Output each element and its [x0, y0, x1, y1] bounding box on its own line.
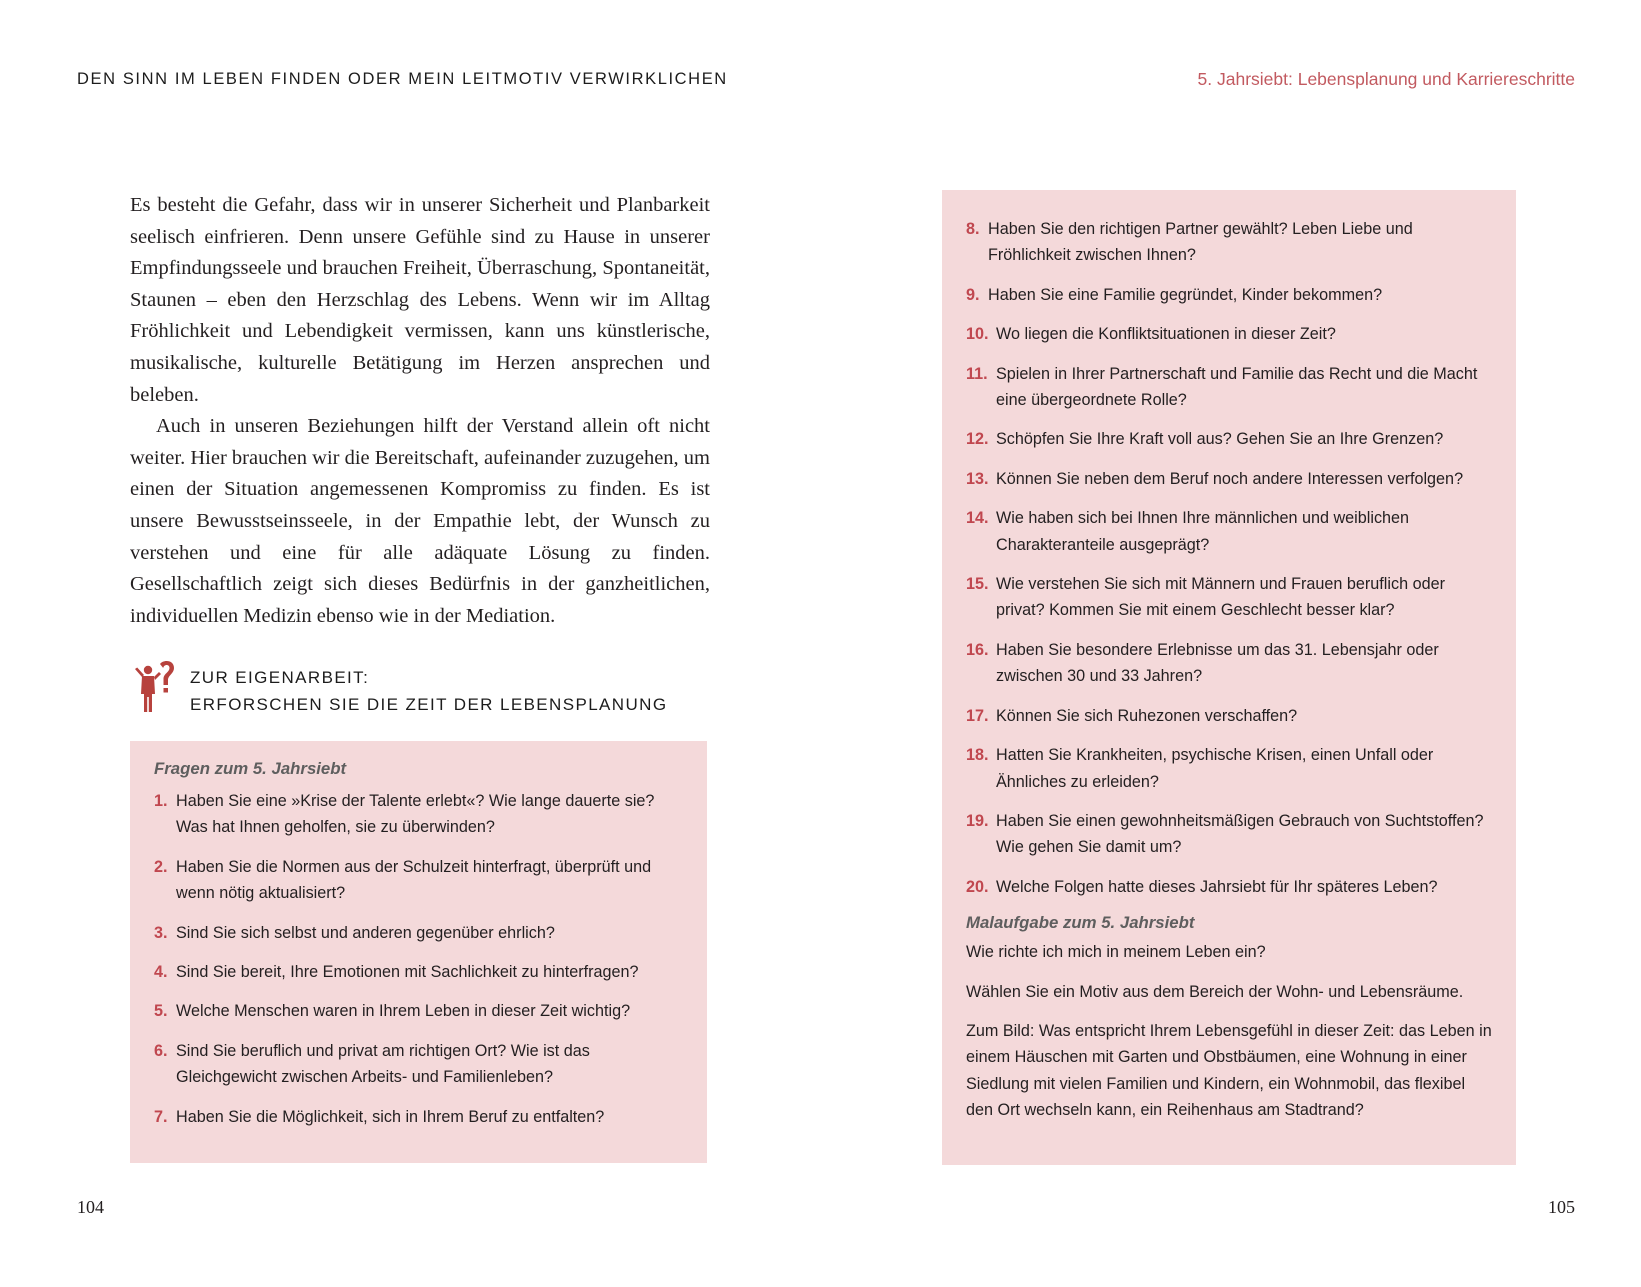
- question-text: Wie haben sich bei Ihnen Ihre männlichen und weiblichen Charakteranteile ausgeprägt?: [996, 509, 1410, 554]
- question-number: 14.: [966, 509, 989, 528]
- question-item: [966, 703, 1492, 729]
- question-number: 1.: [154, 792, 168, 810]
- question-item: [966, 216, 1492, 269]
- question-text: Haben Sie besondere Erlebnisse um das 31. Lebensjahr oder zwischen 30 und 33 Jahren?: [996, 640, 1439, 686]
- question-text: Welche Folgen hatte dieses Jahrsiebt für Ihr späteres Leben?: [996, 877, 1438, 896]
- question-item: [966, 321, 1492, 347]
- question-item: [966, 742, 1492, 795]
- question-text: Haben Sie die Möglichkeit, sich in Ihrem Beruf zu entfalten?: [176, 1107, 605, 1126]
- question-number: 5.: [154, 1002, 168, 1021]
- question-number: 4.: [154, 963, 168, 982]
- question-number: 8.: [966, 220, 980, 238]
- question-text: Schöpfen Sie Ihre Kraft voll aus? Gehen Sie an Ihre Grenzen?: [996, 430, 1444, 449]
- question-item: [966, 361, 1492, 414]
- questions-heading: Fragen zum 5. Jahrsiebt: [154, 759, 347, 778]
- question-text: Haben Sie die Normen aus der Schulzeit hinterfragt, überprüft und wenn nötig aktualisiert?: [176, 857, 652, 903]
- exercise-header: [134, 660, 714, 716]
- question-item: [154, 1104, 683, 1130]
- question-number: 12.: [966, 430, 989, 449]
- question-number: 11.: [966, 364, 988, 383]
- question-text: Welche Menschen waren in Ihrem Leben in dieser Zeit wichtig?: [176, 1002, 631, 1021]
- page-number-left: 104: [77, 1197, 104, 1217]
- questions-box-left: [130, 741, 707, 1163]
- question-item: [154, 998, 683, 1024]
- question-text: Haben Sie den richtigen Partner gewählt? Leben Liebe und Fröhlichkeit zwischen Ihnen?: [988, 220, 1413, 265]
- running-head-left: DEN SINN IM LEBEN FINDEN ODER MEIN LEITMOTIV VERWIRKLICHEN: [77, 70, 728, 88]
- question-text: Sind Sie sich selbst und anderen gegenüber ehrlich?: [176, 923, 555, 942]
- question-text: Haben Sie einen gewohnheitsmäßigen Gebrauch von Suchtstoffen? Wie gehen Sie damit um?: [996, 811, 1484, 857]
- question-item: [154, 959, 683, 985]
- exercise-title-line-1: ZUR EIGENARBEIT:: [190, 668, 370, 687]
- questions-list-left: [154, 788, 683, 1130]
- question-number: 3.: [154, 923, 168, 942]
- question-item: [966, 874, 1492, 900]
- question-item: [966, 466, 1492, 492]
- question-number: 7.: [154, 1107, 168, 1126]
- question-item: [154, 1038, 683, 1091]
- question-item: [966, 282, 1492, 308]
- question-item: [966, 505, 1492, 558]
- question-number: 18.: [966, 746, 989, 765]
- body-paragraph-1: Es besteht die Gefahr, dass wir in unserer Sicherheit und Planbarkeit seelisch einfrieren. Denn unsere Gefühle sind zu Hause in unserer Empfindungsseele und brauchen Freiheit, Überraschung, Spontaneität, Staunen – eben den Herzschlag des Lebens. Wenn wir im Alltag Fröhlichkeit und Lebendigkeit vermissen, kann uns künstlerische, musikalische, kulturelle Betätigung im Herzen ansprechen und beleben.: [130, 194, 710, 406]
- question-text: Wie verstehen Sie sich mit Männern und Frauen beruflich oder privat? Kommen Sie mit einem Geschlecht besser klar?: [996, 575, 1445, 620]
- question-item: [966, 426, 1492, 452]
- question-item: [966, 571, 1492, 624]
- question-number: 15.: [966, 575, 989, 594]
- question-number: 19.: [966, 811, 989, 830]
- question-item: [154, 920, 683, 946]
- questions-box-right: [942, 190, 1516, 1165]
- question-item: [966, 637, 1492, 690]
- question-item: [154, 788, 683, 841]
- question-text: Wo liegen die Konfliktsituationen in dieser Zeit?: [996, 325, 1336, 344]
- question-text: Hatten Sie Krankheiten, psychische Krisen, einen Unfall oder Ähnliches zu erleiden?: [996, 746, 1434, 791]
- body-paragraph-2: Auch in unseren Beziehungen hilft der Verstand allein oft nicht weiter. Hier brauchen wir die Bereitschaft, aufeinander zuzugehen, um einen der Situation angemessenen Kompromiss zu finden. Es ist unsere Bewusstseinsseele, in der Empathie lebt, der Wunsch zu verstehen und eine für alle adäquate Lösung zu finden. Gesellschaftlich zeigt sich dieses Bedürfnis in der ganzheitlichen, individuellen Medizin ebenso wie in der Mediation.: [130, 415, 711, 627]
- exercise-title-line-2: ERFORSCHEN SIE DIE ZEIT DER LEBENSPLANUNG: [190, 695, 668, 714]
- body-text: [130, 190, 710, 632]
- question-number: 2.: [154, 857, 168, 876]
- question-text: Haben Sie eine »Krise der Talente erlebt«? Wie lange dauerte sie? Was hat Ihnen geholfen, sie zu überwinden?: [176, 792, 655, 837]
- question-text: Können Sie neben dem Beruf noch andere Interessen verfolgen?: [996, 469, 1464, 488]
- question-text: Spielen in Ihrer Partnerschaft und Familie das Recht und die Macht eine übergeordnete Rolle?: [996, 364, 1478, 410]
- question-number: 16.: [966, 640, 989, 659]
- running-head-right: 5. Jahrsiebt: Lebensplanung und Karriereschritte: [1197, 69, 1575, 89]
- question-text: Haben Sie eine Familie gegründet, Kinder bekommen?: [988, 285, 1383, 304]
- painting-description: Zum Bild: Was entspricht Ihrem Lebensgefühl in dieser Zeit: das Leben in einem Häuschen mit Garten und Obstbäumen, eine Wohnung in einer Siedlung mit vielen Familien und Kindern, ein Wohnmobil, das flexibel den Ort wechseln kann, ein Reihenhaus am Stadtrand?: [966, 1021, 1492, 1120]
- question-text: Sind Sie beruflich und privat am richtigen Ort? Wie ist das Gleichgewicht zwischen Arbeits- und Familienleben?: [176, 1041, 590, 1087]
- question-text: Können Sie sich Ruhezonen verschaffen?: [996, 706, 1298, 725]
- question-item: [154, 854, 683, 907]
- question-person-icon: [134, 660, 176, 714]
- painting-instruction: Wählen Sie ein Motiv aus dem Bereich der Wohn- und Lebensräume.: [966, 982, 1464, 1001]
- question-number: 9.: [966, 285, 980, 304]
- painting-question: Wie richte ich mich in meinem Leben ein?: [966, 943, 1266, 962]
- question-number: 6.: [154, 1041, 168, 1060]
- painting-heading: Malaufgabe zum 5. Jahrsiebt: [966, 913, 1195, 933]
- question-text: Sind Sie bereit, Ihre Emotionen mit Sachlichkeit zu hinterfragen?: [176, 963, 639, 982]
- question-number: 20.: [966, 877, 989, 896]
- page-number-right: 105: [1548, 1197, 1575, 1217]
- question-number: 17.: [966, 706, 989, 725]
- exercise-title: [190, 664, 667, 718]
- question-number: 10.: [966, 325, 989, 344]
- question-number: 13.: [966, 469, 989, 488]
- question-item: [966, 808, 1492, 861]
- questions-list-right: [966, 216, 1492, 900]
